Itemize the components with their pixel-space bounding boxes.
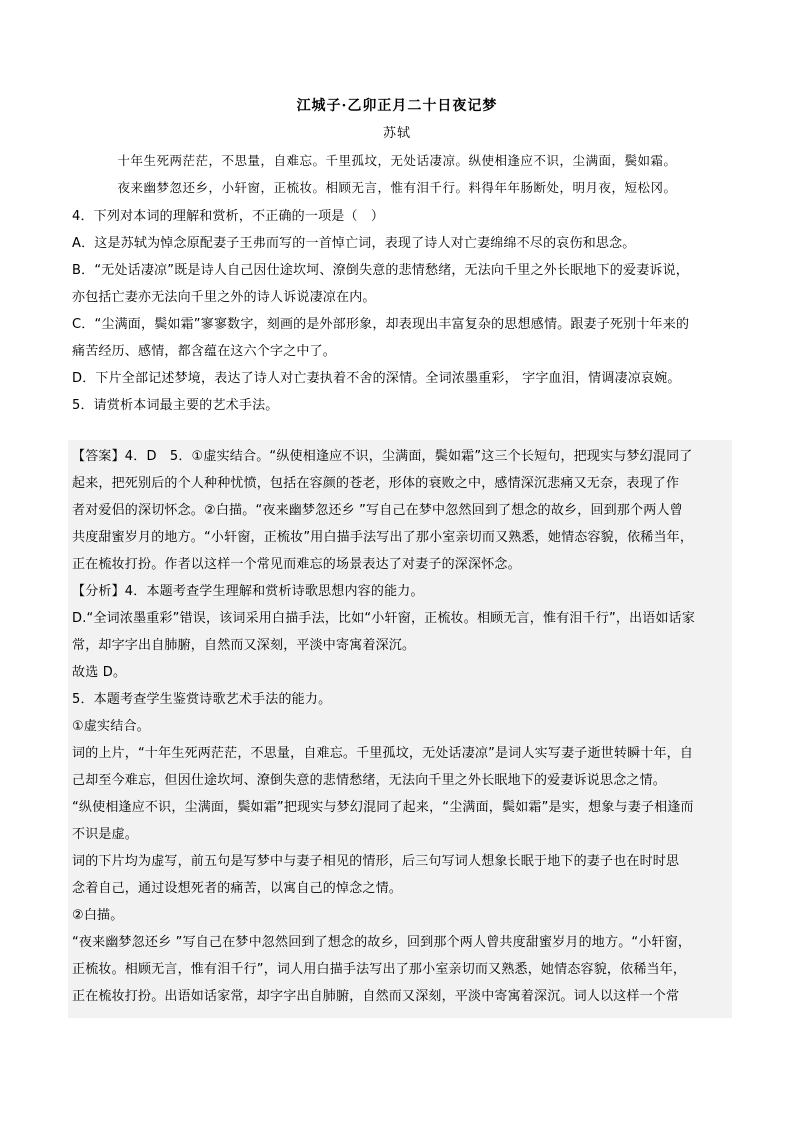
poem-line-2: 夜来幽梦忽还乡，小轩窗，正梳妆。相顾无言，惟有泪千行。料得年年肠断处，明月夜，短松冈。 <box>117 180 677 195</box>
answer-line-1: 【答案】4．D 5．①虚实结合。“纵使相逢应不识，尘满面，鬓如霜”这三个长短句，把现实与梦幻混同了 <box>72 449 693 464</box>
option-b-line-2: 亦包括亡妻亦无法向千里之外的诗人诉说凄凉在内。 <box>72 290 376 305</box>
analysis-line-13: “夜来幽梦忽还乡 ”写自己在梦中忽然回到了想念的故乡，回到那个两人曾共度甜蜜岁月的地方。“小轩窗， <box>72 935 692 950</box>
answer-line-2: 起来，把死别后的个人种种忧愤，包括在容颜的苍老，形体的衰败之中，感情深沉悲痛又无奈，表现了作 <box>72 476 680 491</box>
analysis-line-5: ①虚实结合。 <box>72 719 150 734</box>
poem-line-1: 十年生死两茫茫，不思量，自难忘。千里孤坟，无处话凄凉。纵使相逢应不识，尘满面，鬓如霜。 <box>117 153 677 168</box>
analysis-line-10: 词的下片均为虚写，前五句是写梦中与妻子相见的情形，后三句写词人想象长眠于地下的妻子也在时时思 <box>72 854 680 869</box>
question-4: 4．下列对本词的理解和赏析，不正确的一项是（ ） <box>72 209 385 224</box>
analysis-line-6: 词的上片，“十年生死两茫茫，不思量，自难忘。千里孤坟，无处话凄凉”是词人实写妻子逝世转瞬十年，自 <box>72 746 694 761</box>
question-5: 5．请赏析本词最主要的艺术手法。 <box>72 398 279 413</box>
analysis-line-4: 5．本题考查学生鉴赏诗歌艺术手法的能力。 <box>72 692 332 707</box>
analysis-line-3: 故选 D。 <box>72 665 127 680</box>
option-a: A．这是苏轼为悼念原配妻子王弗而写的一首悼亡词，表现了诗人对亡妻绵绵不尽的哀伤和思念。 <box>72 236 636 251</box>
analysis-line-12: ②白描。 <box>72 908 124 923</box>
poem-title: 江城子·乙卯正月二十日夜记梦 <box>296 98 498 114</box>
option-b-line-1: B．“无处话凄凉”既是诗人自己因仕途坎坷、潦倒失意的悲情愁绪，无法向千里之外长眠地下的爱妻诉说， <box>72 263 689 278</box>
analysis-line-8: “纵使相逢应不识，尘满面，鬓如霜”把现实与梦幻混同了起来，“尘满面，鬓如霜”是实，想象与妻子相逢而 <box>72 800 694 815</box>
option-c-line-1: C．“尘满面，鬓如霜”寥寥数字，刻画的是外部形象，却表现出丰富复杂的思想感情。跟妻子死别十年来的 <box>72 317 690 332</box>
analysis-line-14: 正梳妆。相顾无言，惟有泪千行”，词人用白描手法写出了那小室亲切而又熟悉，她情态容貌，依稀当年， <box>72 962 687 977</box>
answer-line-4: 共度甜蜜岁月的地方。“小轩窗，正梳妆”用白描手法写出了那小室亲切而又熟悉，她情态容貌，依稀当年， <box>72 530 694 545</box>
answer-line-3: 者对爱侣的深切怀念。②白描。“夜来幽梦忽还乡 ”写自己在梦中忽然回到了想念的故乡，回到那个两人曾 <box>72 503 683 518</box>
analysis-line-1: D.“全词浓墨重彩”错误，该词采用白描手法，比如“小轩窗，正梳妆。相顾无言，惟有泪千行”，出语如话家 <box>72 611 696 626</box>
option-d: D．下片全部记述梦境，表达了诗人对亡妻执着不舍的深情。全词浓墨重彩， 字字血泪，情调凄凉哀婉。 <box>72 371 681 386</box>
analysis-line-15: 正在梳妆打扮。出语如话家常，却字字出自肺腑，自然而又深刻，平淡中寄寓着深沉。词人以这样一个常 <box>72 989 680 1004</box>
analysis-line-2: 常，却字字出自肺腑，自然而又深刻，平淡中寄寓着深沉。 <box>72 638 416 653</box>
analysis-line-7: 己却至今难忘，但因仕途坎坷、潦倒失意的悲情愁绪，无法向千里之外长眠地下的爱妻诉说思念之情。 <box>72 773 667 788</box>
analysis-heading: 【分析】4．本题考查学生理解和赏析诗歌思想内容的能力。 <box>72 584 424 599</box>
answer-line-5: 正在梳妆打扮。作者以这样一个常见而难忘的场景表达了对妻子的深深怀念。 <box>72 557 521 572</box>
poem-author: 苏轼 <box>382 126 411 141</box>
analysis-line-9: 不识是虚。 <box>72 827 139 842</box>
option-c-line-2: 痛苦经历、感情，都含蕴在这六个字之中了。 <box>72 344 337 359</box>
analysis-line-11: 念着自己，通过设想死者的痛苦，以寓自己的悼念之情。 <box>72 881 403 896</box>
